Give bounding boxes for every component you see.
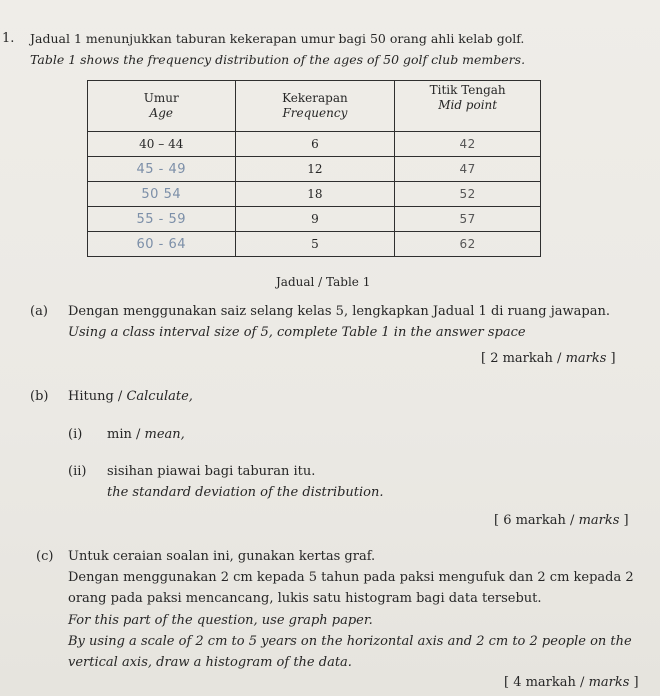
header-age bbox=[88, 81, 236, 132]
part-c-line3-en: vertical axis, draw a histogram of the data. bbox=[68, 655, 352, 670]
table-row bbox=[88, 157, 541, 182]
age-cell-handwritten: 55 - 59 bbox=[88, 207, 236, 232]
part-b-i-text-ms: min / bbox=[107, 427, 141, 442]
part-b-marks-en: marks bbox=[578, 513, 620, 528]
part-b-text-en: Calculate, bbox=[126, 389, 193, 404]
header-age-en: Age bbox=[149, 106, 173, 120]
part-c-line1-en: For this part of the question, use graph paper. bbox=[68, 613, 373, 628]
table-row bbox=[88, 182, 541, 207]
age-cell: 40 – 44 bbox=[88, 132, 236, 157]
intro-malay: Jadual 1 menunjukkan taburan kekerapan umur bagi 50 orang ahli kelab golf. bbox=[30, 31, 525, 46]
midpoint-cell-handwritten: 62 bbox=[395, 232, 541, 257]
part-c-marks-ms: [ 4 markah / bbox=[504, 675, 585, 690]
table-caption: Jadual / Table 1 bbox=[276, 275, 371, 289]
header-frequency bbox=[235, 81, 395, 132]
header-frequency-en: Frequency bbox=[282, 106, 348, 120]
midpoint-cell-handwritten: 47 bbox=[395, 157, 541, 182]
frequency-cell: 9 bbox=[235, 207, 395, 232]
part-c-marks bbox=[504, 675, 639, 690]
part-a-marks-en: marks bbox=[565, 351, 607, 366]
header-age-ms: Umur bbox=[143, 91, 179, 105]
part-b-ii-label: (ii) bbox=[68, 464, 87, 479]
frequency-cell: 18 bbox=[235, 182, 395, 207]
table-row bbox=[88, 232, 541, 257]
part-a-label: (a) bbox=[30, 304, 48, 319]
table-header-row bbox=[88, 81, 541, 132]
part-b-i-text bbox=[107, 427, 185, 442]
frequency-cell: 6 bbox=[235, 132, 395, 157]
header-midpoint-en: Mid point bbox=[438, 98, 498, 112]
table-row bbox=[88, 207, 541, 232]
frequency-table bbox=[87, 80, 541, 257]
part-b-marks bbox=[494, 513, 629, 528]
frequency-cell: 5 bbox=[235, 232, 395, 257]
question-number: 1. bbox=[2, 31, 15, 46]
part-c-marks-en: marks bbox=[588, 675, 630, 690]
header-midpoint bbox=[395, 81, 541, 132]
part-b-marks-ms: [ 6 markah / bbox=[494, 513, 575, 528]
header-frequency-ms: Kekerapan bbox=[282, 91, 348, 105]
part-c-line3-ms: orang pada paksi mencancang, lukis satu histogram bagi data tersebut. bbox=[68, 591, 542, 606]
part-a-marks-end: ] bbox=[610, 351, 616, 366]
table-row bbox=[88, 132, 541, 157]
part-b-i-label: (i) bbox=[68, 427, 83, 442]
midpoint-cell-handwritten: 42 bbox=[395, 132, 541, 157]
part-a-marks bbox=[481, 351, 616, 366]
part-a-text-en: Using a class interval size of 5, complete Table 1 in the answer space bbox=[68, 325, 526, 340]
part-b-marks-end: ] bbox=[623, 513, 629, 528]
intro-english: Table 1 shows the frequency distribution of the ages of 50 golf club members. bbox=[30, 52, 526, 67]
part-c-line2-en: By using a scale of 2 cm to 5 years on the horizontal axis and 2 cm to 2 people on the bbox=[68, 634, 632, 649]
age-cell-handwritten: 60 - 64 bbox=[88, 232, 236, 257]
part-b-text bbox=[68, 389, 193, 404]
part-b-ii-text-en: the standard deviation of the distribution. bbox=[107, 485, 384, 500]
part-b-i-text-en: mean, bbox=[144, 427, 185, 442]
part-b-ii-text-ms: sisihan piawai bagi taburan itu. bbox=[107, 464, 316, 479]
midpoint-cell-handwritten: 52 bbox=[395, 182, 541, 207]
part-a-marks-ms: [ 2 markah / bbox=[481, 351, 562, 366]
part-a-text-ms: Dengan menggunakan saiz selang kelas 5, lengkapkan Jadual 1 di ruang jawapan. bbox=[68, 304, 610, 319]
midpoint-cell-handwritten: 57 bbox=[395, 207, 541, 232]
part-b-text-ms: Hitung / bbox=[68, 389, 123, 404]
age-cell-handwritten: 45 - 49 bbox=[88, 157, 236, 182]
part-c-marks-end: ] bbox=[633, 675, 639, 690]
part-c-line1-ms: Untuk ceraian soalan ini, gunakan kertas graf. bbox=[68, 549, 376, 564]
part-c-label: (c) bbox=[36, 549, 54, 564]
frequency-cell: 12 bbox=[235, 157, 395, 182]
header-midpoint-ms: Titik Tengah bbox=[429, 83, 506, 97]
part-c-line2-ms: Dengan menggunakan 2 cm kepada 5 tahun pada paksi mengufuk dan 2 cm kepada 2 bbox=[68, 570, 634, 585]
part-b-label: (b) bbox=[30, 389, 49, 404]
age-cell-handwritten: 50 54 bbox=[88, 182, 236, 207]
